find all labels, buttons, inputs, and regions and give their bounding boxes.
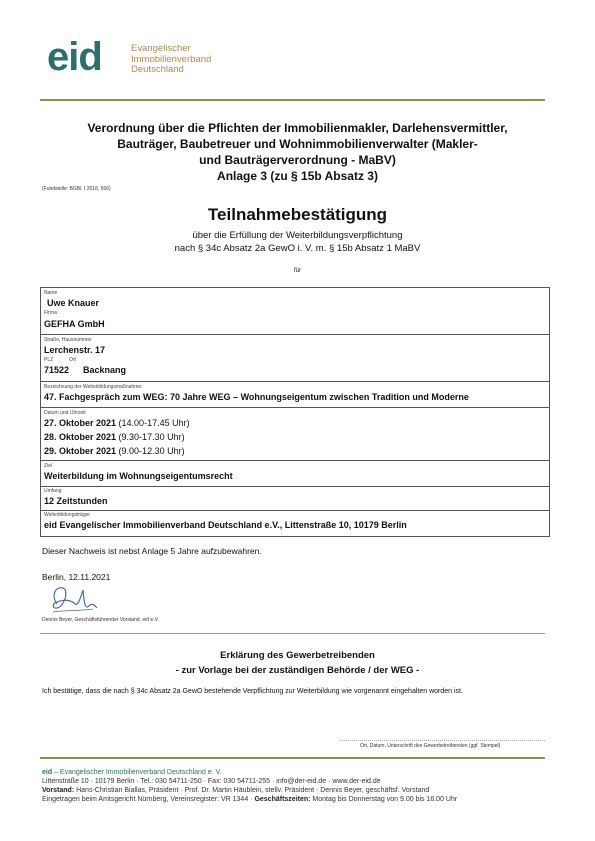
page-title: Teilnahmebestätigung bbox=[207, 205, 388, 224]
date-label: Datum und Uhrzeit bbox=[44, 410, 86, 416]
footer-divider bbox=[40, 757, 545, 759]
company-label: Firma: bbox=[44, 310, 59, 316]
regulation-heading bbox=[40, 120, 555, 184]
scope-label: Umfang bbox=[44, 488, 62, 494]
footer-line-3 bbox=[42, 786, 552, 795]
zip-label: PLZ bbox=[44, 357, 54, 363]
provider-section bbox=[41, 511, 549, 536]
city-label: Ort bbox=[69, 357, 76, 363]
date-section bbox=[41, 408, 549, 461]
footer-hours-label: Geschäftszeiten: bbox=[254, 796, 311, 803]
signature-line bbox=[340, 740, 545, 741]
declaration-title: Erklärung des Gewerbetreibenden bbox=[220, 650, 375, 661]
date-1: 27. Oktober 2021 bbox=[44, 418, 117, 428]
logo-line-3: Deutschland bbox=[131, 64, 184, 75]
date-3: 29. Oktober 2021 bbox=[44, 446, 117, 456]
measure-value: 47. Fachgespräch zum WEG: 70 Jahre WEG – Wohnungseigentum zwischen Tradition und Moderne bbox=[44, 392, 469, 402]
name-value: Uwe Knauer bbox=[47, 298, 100, 308]
footer-brand-name: – Evangelischer Immobilienverband Deutschland e. V. bbox=[52, 769, 222, 776]
source-reference: (Fundstelle: BGBl. I 2018, 556) bbox=[42, 186, 111, 192]
date-entry-2 bbox=[44, 432, 185, 442]
place-date: Berlin, 12.11.2021 bbox=[42, 572, 111, 582]
date-entry-3 bbox=[44, 446, 185, 456]
measure-label: Bezeichnung der Weiterbildungsmaßnahme: bbox=[44, 384, 143, 390]
participant-form bbox=[40, 287, 550, 537]
footer-register: Eingetragen beim Amtsgericht Nürnberg, Vereinsregister: VR 1344 · bbox=[42, 796, 255, 803]
declaration-subtitle: - zur Vorlage bei der zuständigen Behörde / der WEG - bbox=[175, 665, 420, 676]
goal-section bbox=[41, 461, 549, 487]
signature-caption: Dennis Beyer, Geschäftsführender Vorstand, eid e.V. bbox=[42, 617, 159, 623]
footer-line-1 bbox=[42, 768, 552, 777]
logo-line-1: Evangelischer bbox=[131, 43, 191, 54]
declaration-text: Ich bestätige, dass die nach § 34c Absatz 2a GewO bestehende Verpflichtung zur Weiterbildung wie vorgenannt eingehalten worden ist. bbox=[42, 688, 463, 695]
time-1: (14.00-17.45 Uhr) bbox=[116, 418, 190, 428]
scope-section bbox=[41, 487, 549, 511]
retention-note: Dieser Nachweis ist nebst Anlage 5 Jahre aufzubewahren. bbox=[42, 546, 262, 556]
footer-line-4 bbox=[42, 795, 552, 804]
heading-line-4: Anlage 3 (zu § 15b Absatz 3) bbox=[217, 169, 378, 183]
logo-text bbox=[131, 44, 211, 76]
scope-value: 12 Zeitstunden bbox=[44, 496, 108, 506]
header-divider bbox=[40, 99, 545, 101]
declaration-heading bbox=[40, 648, 555, 678]
footer-hours-text: Montag bis Donnerstag von 9.00 bis 16.00 Uhr bbox=[310, 796, 458, 803]
time-2: (9.30-17.30 Uhr) bbox=[116, 432, 185, 442]
footer-board-text: Hans-Christian Biallas, Präsident · Prof. Dr. Martin Häublein, stellv. Präsident · Dennis Beyer, geschäftsf. Vorstand bbox=[74, 787, 430, 794]
footer-brand: eid bbox=[42, 769, 53, 776]
page-subtitle bbox=[40, 229, 555, 255]
provider-value: eid Evangelischer Immobilienverband Deutschland e.V., Littenstraße 10, 10179 Berlin bbox=[44, 520, 407, 530]
address-section bbox=[41, 335, 549, 382]
footer-board-label: Vorstand: bbox=[42, 787, 75, 794]
heading-line-1: Verordnung über die Pflichten der Immobilienmakler, Darlehensvermittler, bbox=[87, 121, 508, 135]
footer bbox=[42, 768, 552, 804]
signature-image bbox=[45, 582, 100, 618]
city-value: Backnang bbox=[83, 365, 127, 375]
logo-line-2: Immobilienverband bbox=[131, 53, 212, 65]
goal-label: Ziel bbox=[44, 463, 53, 469]
time-3: (9.00-12.30 Uhr) bbox=[116, 446, 185, 456]
company-value: GEFHA GmbH bbox=[44, 319, 105, 329]
zip-value: 71522 bbox=[44, 365, 70, 375]
logo-mark: eid bbox=[47, 35, 102, 79]
street-label: Straße, Hausnummer bbox=[44, 337, 92, 343]
measure-section bbox=[41, 382, 549, 408]
provider-label: Weiterbildungsträger bbox=[44, 512, 91, 518]
subtitle-line-1: über die Erfüllung der Weiterbildungsverpflichtung bbox=[192, 230, 403, 241]
heading-line-3: und Bauträgerverordnung - MaBV) bbox=[199, 153, 396, 167]
date-entry-1 bbox=[44, 418, 190, 428]
declaration-signature-caption: Ort, Datum, Unterschrift des Gewerbetreibenden (ggf. Stempel) bbox=[360, 743, 501, 749]
name-label: Name bbox=[44, 290, 58, 296]
heading-line-2: Bauträger, Baubetreuer und Wohnimmobilienverwalter (Makler- bbox=[117, 137, 478, 151]
street-value: Lerchenstr. 17 bbox=[44, 345, 106, 355]
subtitle-line-2: nach § 34c Absatz 2a GewO i. V. m. § 15b Absatz 1 MaBV bbox=[174, 243, 421, 254]
footer-line-2: Littenstraße 10 · 10179 Berlin · Tel.: 030 54711-250 · Fax: 030 54711-255 · info@der-eid.de · www.der-eid.de bbox=[42, 778, 381, 785]
section-divider bbox=[40, 633, 545, 634]
goal-value: Weiterbildung im Wohnungseigentumsrecht bbox=[44, 471, 233, 481]
name-company-section bbox=[41, 288, 549, 335]
date-2: 28. Oktober 2021 bbox=[44, 432, 117, 442]
for-label: für bbox=[293, 268, 301, 274]
